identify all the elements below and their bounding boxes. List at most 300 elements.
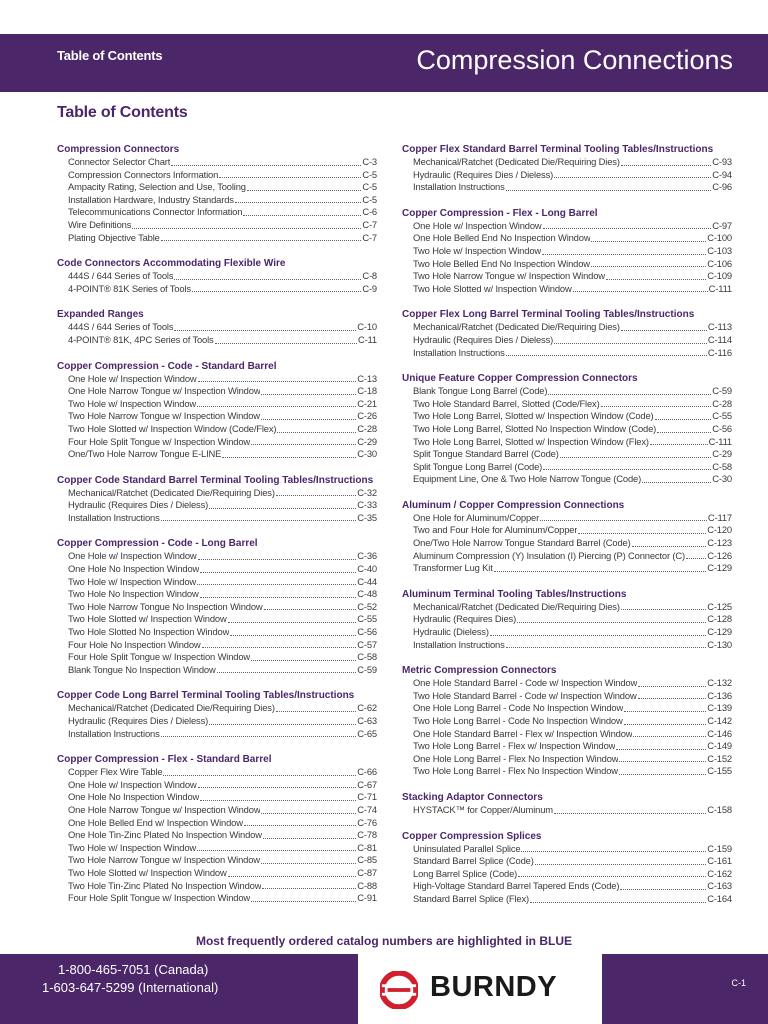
toc-entry-label: Long Barrel Splice (Code) [413, 867, 518, 879]
toc-entry[interactable] [402, 232, 732, 245]
dot-leader [219, 177, 361, 178]
toc-entry-label: Two Hole Long Barrel, Slotted w/ Inspection Window (Flex) [413, 435, 649, 447]
dot-leader [506, 355, 707, 356]
toc-entry[interactable] [57, 448, 377, 461]
toc-entry-page: C-88 [357, 879, 377, 891]
dot-leader [686, 558, 706, 559]
toc-entry-label: One Hole Standard Barrel - Code w/ Inspection Window [413, 677, 638, 689]
dot-leader [222, 457, 356, 458]
toc-entry-label: Standard Barrel Splice (Code) [413, 855, 534, 867]
toc-entry-page: C-55 [357, 613, 377, 625]
toc-entry-label: One Hole w/ Inspection Window [68, 372, 197, 384]
toc-section [57, 689, 377, 740]
toc-entry-page: C-113 [707, 321, 732, 333]
dot-leader [621, 330, 707, 331]
toc-entry-page: C-76 [357, 816, 377, 828]
toc-entry-label: Aluminum Compression (Y) Insulation (I) Piercing (P) Connector (C) [413, 549, 685, 561]
toc-entry-page: C-30 [357, 448, 377, 460]
toc-entry-label: Split Tongue Long Barrel (Code) [413, 460, 543, 472]
toc-entry-label: Hydraulic (Requires Dies / Dieless) [68, 499, 209, 511]
brand-name: BURNDY [430, 971, 558, 1003]
toc-entry-page: C-35 [357, 511, 377, 523]
toc-entry[interactable] [402, 626, 732, 639]
toc-entry-label: Wire Definitions [68, 218, 132, 230]
toc-entry-page: C-136 [707, 689, 732, 701]
dot-leader [606, 279, 706, 280]
toc-entry-label: Two Hole Standard Barrel, Slotted (Code/Flex) [413, 397, 600, 409]
phone-international: 1-603-647-5299 (International) [42, 980, 219, 995]
toc-entry-label: Installation Instructions [68, 511, 160, 523]
dot-leader [554, 177, 711, 178]
toc-entry-label: Two Hole w/ Inspection Window [68, 575, 196, 587]
dot-leader [161, 520, 357, 521]
toc-entry[interactable] [57, 892, 377, 905]
toc-entry-label: Four Hole Split Tongue w/ Inspection Window [68, 651, 251, 663]
toc-entry-label: Telecommunications Connector Information [68, 206, 243, 218]
toc-section [402, 830, 732, 906]
toc-entry[interactable] [402, 601, 732, 614]
toc-entry[interactable] [57, 867, 377, 880]
dot-leader [263, 838, 356, 839]
toc-entry-label: Mechanical/Ratchet (Dedicated Die/Requiring Dies) [413, 321, 620, 333]
toc-entry[interactable] [57, 194, 377, 207]
toc-entry-page: C-36 [357, 550, 377, 562]
toc-entry-page: C-100 [707, 232, 732, 244]
toc-entry[interactable] [402, 347, 732, 360]
dot-leader [251, 444, 356, 445]
toc-entry-page: C-62 [357, 702, 377, 714]
toc-entry-page: C-117 [707, 511, 732, 523]
toc-entry-page: C-59 [357, 663, 377, 675]
dot-leader [261, 419, 356, 420]
toc-entry-label: Two Hole Narrow Tongue w/ Inspection Window [413, 270, 605, 282]
toc-entry-page: C-48 [357, 588, 377, 600]
toc-entry[interactable] [402, 677, 732, 690]
toc-entry-page: C-164 [707, 892, 732, 904]
toc-entry[interactable] [402, 436, 732, 449]
toc-entry[interactable] [57, 829, 377, 842]
toc-entry-label: Uninsulated Parallel Splice [413, 842, 521, 854]
toc-entry-page: C-120 [707, 524, 732, 536]
toc-entry[interactable] [402, 740, 732, 753]
dot-leader [174, 330, 356, 331]
dot-leader [620, 889, 706, 890]
dot-leader [200, 800, 356, 801]
toc-entry[interactable] [402, 156, 732, 169]
toc-entry-label: Two Hole w/ Inspection Window [413, 244, 541, 256]
toc-entry[interactable] [57, 206, 377, 219]
dot-leader [235, 202, 362, 203]
toc-entry[interactable] [57, 232, 377, 245]
toc-entry[interactable] [57, 817, 377, 830]
toc-entry-page: C-128 [707, 613, 732, 625]
toc-entry[interactable] [57, 563, 377, 576]
dot-leader [244, 825, 356, 826]
toc-entry[interactable] [57, 766, 377, 779]
toc-section-title: Copper Compression Splices [402, 830, 542, 842]
toc-entry[interactable] [402, 461, 732, 474]
dot-leader [506, 647, 707, 648]
toc-entry[interactable] [402, 550, 732, 563]
toc-entry[interactable] [57, 550, 377, 563]
toc-entry[interactable] [402, 690, 732, 703]
toc-entry[interactable] [57, 169, 377, 182]
toc-entry[interactable] [57, 880, 377, 893]
toc-entry-page: C-57 [357, 638, 377, 650]
toc-entry-page: C-26 [357, 410, 377, 422]
toc-entry-page: C-7 [362, 218, 377, 230]
toc-entry[interactable] [402, 220, 732, 233]
toc-section [402, 372, 732, 486]
toc-entry-page: C-29 [712, 448, 732, 460]
toc-entry[interactable] [402, 334, 732, 347]
toc-section-title: Copper Compression - Code - Long Barrel [57, 538, 258, 550]
toc-entry[interactable] [402, 385, 732, 398]
toc-entry-label: Two Hole Long Barrel - Code No Inspection Window [413, 715, 623, 726]
toc-entry-label: One Hole Tin-Zinc Plated No Inspection Window [68, 829, 262, 841]
dot-leader [198, 381, 357, 382]
dot-leader [197, 406, 356, 407]
toc-entry-label: Two Hole Narrow Tongue w/ Inspection Window [68, 410, 260, 422]
dot-leader [230, 635, 356, 636]
toc-entry[interactable] [402, 283, 732, 296]
toc-section [57, 257, 377, 295]
toc-entry[interactable] [402, 169, 732, 182]
dot-leader [247, 190, 361, 191]
toc-entry-page: C-139 [707, 702, 732, 714]
toc-entry[interactable] [57, 626, 377, 639]
dot-leader [174, 279, 361, 280]
toc-entry[interactable] [402, 423, 732, 436]
toc-entry-page: C-163 [707, 880, 732, 892]
dot-leader [624, 711, 706, 712]
dot-leader [192, 291, 361, 292]
toc-section-title: Copper Code Standard Barrel Terminal Tooling Tables/Instructions [57, 474, 374, 486]
toc-entry-page: C-66 [357, 766, 377, 778]
toc-entry-page: C-93 [712, 156, 732, 167]
toc-entry-page: C-85 [357, 854, 377, 866]
toc-entry-page: C-87 [357, 866, 377, 878]
toc-entry-label: Standard Barrel Splice (Flex) [413, 892, 530, 904]
toc-entry-label: One Hole Narrow Tongue w/ Inspection Window [68, 803, 261, 815]
toc-entry-page: C-155 [707, 765, 732, 777]
toc-entry-label: Two Hole No Inspection Window [68, 588, 199, 600]
toc-entry[interactable] [57, 410, 377, 423]
toc-entry[interactable] [57, 842, 377, 855]
dot-leader [171, 165, 361, 166]
toc-entry-label: Two Hole Long Barrel - Flex w/ Inspection Window [413, 740, 616, 752]
toc-entry-label: 444S / 644 Series of Tools [68, 270, 174, 282]
toc-entry[interactable] [402, 765, 732, 778]
toc-entry-page: C-67 [357, 778, 377, 790]
toc-entry-label: Hydraulic (Requires Dies / Dieless) [68, 715, 209, 726]
toc-entry[interactable] [57, 715, 377, 728]
toc-entry-page: C-126 [707, 549, 732, 561]
dot-leader [573, 291, 708, 292]
toc-entry-label: Two Hole Slotted No Inspection Window [68, 626, 230, 638]
toc-section [57, 474, 377, 525]
toc-section [57, 360, 377, 461]
toc-entry[interactable] [402, 398, 732, 411]
toc-entry[interactable] [57, 423, 377, 436]
toc-entry[interactable] [57, 334, 377, 347]
toc-entry-label: Mechanical/Ratchet (Dedicated Die/Requiring Dies) [68, 486, 275, 498]
toc-entry-page: C-97 [712, 219, 732, 231]
toc-entry[interactable] [402, 258, 732, 271]
toc-entry-page: C-103 [707, 244, 732, 256]
toc-entry[interactable] [402, 753, 732, 766]
toc-entry[interactable] [57, 791, 377, 804]
dot-leader [494, 571, 707, 572]
toc-entry-page: C-152 [707, 752, 732, 764]
toc-entry[interactable] [402, 880, 732, 893]
toc-entry-label: Installation Instructions [413, 181, 505, 193]
page-title: Table of Contents [57, 104, 188, 121]
dot-leader [621, 609, 706, 610]
toc-entry-label: Two Hole w/ Inspection Window [68, 397, 196, 409]
toc-entry[interactable] [402, 702, 732, 715]
toc-entry-label: Two Hole Narrow Tongue No Inspection Window [68, 600, 263, 612]
toc-section [402, 664, 732, 778]
toc-entry-label: Two Hole Long Barrel - Flex No Inspection Window [413, 765, 618, 777]
dot-leader [601, 406, 712, 407]
toc-entry-label: Hydraulic (Requires Dies / Dieless) [413, 168, 554, 180]
toc-entry-label: One/Two Hole Narrow Tongue E-LINE [68, 448, 222, 460]
toc-entry-page: C-44 [357, 575, 377, 587]
toc-entry-page: C-5 [362, 193, 377, 205]
toc-entry[interactable] [402, 524, 732, 537]
toc-entry[interactable] [57, 702, 377, 715]
dot-leader [535, 864, 706, 865]
toc-entry[interactable] [57, 576, 377, 589]
toc-entry[interactable] [402, 893, 732, 906]
toc-section [402, 791, 732, 817]
toc-entry-label: High-Voltage Standard Barrel Tapered Ends (Code) [413, 880, 620, 892]
toc-entry[interactable] [57, 321, 377, 334]
toc-entry-page: C-21 [357, 397, 377, 409]
toc-entry[interactable] [402, 181, 732, 194]
toc-entry-page: C-94 [712, 168, 732, 180]
dot-leader [251, 660, 356, 661]
toc-entry-page: C-10 [357, 321, 377, 333]
dot-leader [243, 215, 361, 216]
toc-entry-label: One Hole Belled End No Inspection Window [413, 232, 591, 244]
toc-entry-page: C-159 [707, 842, 732, 854]
toc-entry-page: C-11 [357, 333, 377, 345]
toc-entry-label: Two Hole Slotted w/ Inspection Window [413, 282, 572, 294]
burndy-logo-icon [380, 971, 418, 1009]
toc-entry[interactable] [402, 245, 732, 258]
toc-entry-page: C-28 [712, 397, 732, 409]
toc-entry-label: Hydraulic (Dieless) [413, 626, 489, 638]
toc-entry-label: Two Hole Narrow Tongue w/ Inspection Window [68, 854, 260, 866]
toc-entry[interactable] [57, 385, 377, 398]
toc-entry-label: One Hole Belled End w/ Inspection Window [68, 816, 243, 828]
toc-entry-page: C-58 [357, 651, 377, 663]
toc-entry[interactable] [57, 270, 377, 283]
toc-entry-label: Two Hole Slotted w/ Inspection Window (Code/Flex) [68, 422, 277, 434]
dot-leader [650, 444, 708, 445]
toc-entry-label: Mechanical/Ratchet (Dedicated Die/Requiring Dies) [413, 156, 620, 167]
toc-entry-label: One/Two Hole Narrow Tongue Standard Barrel (Code) [413, 537, 631, 549]
dot-leader [228, 622, 357, 623]
toc-entry[interactable] [57, 639, 377, 652]
toc-entry[interactable] [402, 537, 732, 550]
toc-section-title: Stacking Adaptor Connectors [402, 791, 543, 803]
toc-entry[interactable] [57, 499, 377, 512]
phone-canada: 1-800-465-7051 (Canada) [58, 962, 209, 977]
toc-entry[interactable] [402, 473, 732, 486]
toc-entry[interactable] [402, 410, 732, 423]
toc-entry[interactable] [57, 373, 377, 386]
toc-entry[interactable] [57, 664, 377, 677]
toc-entry[interactable] [57, 728, 377, 741]
toc-entry-label: One Hole Long Barrel - Flex No Inspection Window [413, 752, 619, 764]
dot-leader [217, 672, 357, 673]
toc-entry[interactable] [57, 804, 377, 817]
toc-entry-page: C-91 [357, 892, 377, 904]
dot-leader [277, 432, 356, 433]
toc-entry-page: C-18 [357, 385, 377, 397]
dot-leader [616, 749, 706, 750]
toc-section-title: Aluminum Terminal Tooling Tables/Instructions [402, 588, 627, 600]
toc-entry-label: Mechanical/Ratchet (Dedicated Die/Requiring Dies) [68, 702, 275, 714]
toc-entry-label: Plating Objective Table [68, 231, 160, 243]
toc-section-title: Compression Connectors [57, 144, 180, 155]
toc-entry[interactable] [57, 613, 377, 626]
toc-right-column [402, 143, 732, 919]
toc-entry-label: Two Hole Tin-Zinc Plated No Inspection Window [68, 879, 262, 891]
page-header [0, 34, 768, 92]
dot-leader [619, 774, 706, 775]
dot-leader [578, 533, 706, 534]
toc-entry[interactable] [57, 398, 377, 411]
dot-leader [261, 394, 356, 395]
dot-leader [554, 343, 707, 344]
toc-entry-label: One Hole Narrow Tongue w/ Inspection Window [68, 385, 261, 397]
toc-entry[interactable] [402, 639, 732, 652]
toc-section-title: Copper Compression - Code - Standard Barrel [57, 360, 277, 372]
toc-entry-page: C-161 [707, 855, 732, 867]
toc-entry-label: Four Hole Split Tongue w/ Inspection Window [68, 892, 251, 904]
dot-leader [543, 228, 712, 229]
dot-leader [619, 761, 706, 762]
toc-entry-label: Installation Instructions [68, 727, 160, 739]
toc-entry-page: C-162 [707, 867, 732, 879]
toc-entry[interactable] [57, 512, 377, 525]
dot-leader [632, 546, 707, 547]
toc-entry[interactable] [57, 854, 377, 867]
highlight-note: Most frequently ordered catalog numbers are highlighted in BLUE [195, 934, 573, 948]
toc-entry-page: C-5 [362, 181, 377, 193]
toc-entry[interactable] [57, 779, 377, 792]
toc-entry-page: C-81 [357, 841, 377, 853]
toc-section [57, 308, 377, 346]
dot-leader [560, 457, 712, 458]
toc-entry-page: C-40 [357, 563, 377, 575]
toc-section-title: Copper Flex Long Barrel Terminal Tooling Tables/Instructions [402, 309, 695, 321]
toc-entry-page: C-106 [707, 257, 732, 269]
toc-entry-page: C-109 [707, 270, 732, 282]
toc-entry-page: C-146 [707, 727, 732, 739]
dot-leader [655, 419, 712, 420]
dot-leader [251, 901, 356, 902]
toc-entry-label: One Hole Long Barrel - Code No Inspection Window [413, 702, 624, 714]
dot-leader [161, 736, 357, 737]
dot-leader [209, 508, 356, 509]
dot-leader [554, 813, 706, 814]
toc-entry-page: C-123 [707, 537, 732, 549]
toc-entry-page: C-71 [357, 791, 377, 803]
header-title: Compression Connections [416, 45, 733, 75]
toc-entry-label: Blank Tongue No Inspection Window [68, 663, 216, 675]
toc-entry[interactable] [57, 651, 377, 664]
toc-entry[interactable] [402, 270, 732, 283]
toc-entry[interactable] [402, 868, 732, 881]
dot-leader [591, 241, 706, 242]
toc-entry[interactable] [57, 283, 377, 296]
dot-leader [540, 520, 707, 521]
dot-leader [542, 254, 706, 255]
toc-entry-label: Two Hole Standard Barrel - Code w/ Inspection Window [413, 689, 637, 701]
toc-entry[interactable] [402, 448, 732, 461]
toc-section [402, 588, 732, 651]
dot-leader [638, 686, 706, 687]
toc-entry[interactable] [402, 512, 732, 525]
toc-section-title: Copper Compression - Flex - Long Barrel [402, 207, 598, 219]
toc-entry[interactable] [57, 601, 377, 614]
toc-entry-label: Two Hole Belled End No Inspection Window [413, 257, 590, 269]
toc-entry[interactable] [57, 181, 377, 194]
dot-leader [198, 787, 357, 788]
toc-entry-page: C-149 [707, 740, 732, 752]
toc-entry[interactable] [57, 436, 377, 449]
toc-entry[interactable] [402, 728, 732, 741]
toc-entry-page: C-56 [357, 626, 377, 638]
dot-leader [633, 736, 706, 737]
dot-leader [548, 394, 711, 395]
toc-entry[interactable] [57, 219, 377, 232]
dot-leader [276, 711, 356, 712]
dot-leader [262, 888, 356, 889]
toc-entry-page: C-32 [357, 486, 377, 498]
toc-entry-label: Four Hole Split Tongue w/ Inspection Window [68, 435, 251, 447]
toc-entry-page: C-65 [357, 727, 377, 739]
page-number: C-1 [731, 978, 746, 988]
toc-entry-page: C-7 [362, 231, 377, 243]
toc-entry-label: One Hole w/ Inspection Window [68, 778, 197, 790]
toc-entry[interactable] [57, 156, 377, 169]
toc-entry-label: Installation Instructions [413, 346, 505, 358]
toc-entry-label: Two Hole w/ Inspection Window [68, 841, 196, 853]
toc-entry-label: Copper Flex Wire Table [68, 766, 163, 778]
toc-entry[interactable] [402, 562, 732, 575]
toc-entry-page: C-129 [707, 562, 732, 574]
toc-entry[interactable] [402, 613, 732, 626]
toc-entry[interactable] [402, 321, 732, 334]
toc-entry[interactable] [57, 588, 377, 601]
toc-entry[interactable] [57, 487, 377, 500]
toc-entry-label: 4-POINT® 81K, 4PC Series of Tools [68, 333, 214, 345]
dot-leader [530, 902, 706, 903]
toc-entry-label: Transformer Lug Kit [413, 562, 493, 574]
toc-entry[interactable] [402, 804, 732, 817]
toc-section [57, 143, 377, 244]
toc-entry-page: C-78 [357, 829, 377, 841]
toc-entry[interactable] [402, 855, 732, 868]
toc-entry[interactable] [402, 843, 732, 856]
toc-entry[interactable] [402, 715, 732, 728]
